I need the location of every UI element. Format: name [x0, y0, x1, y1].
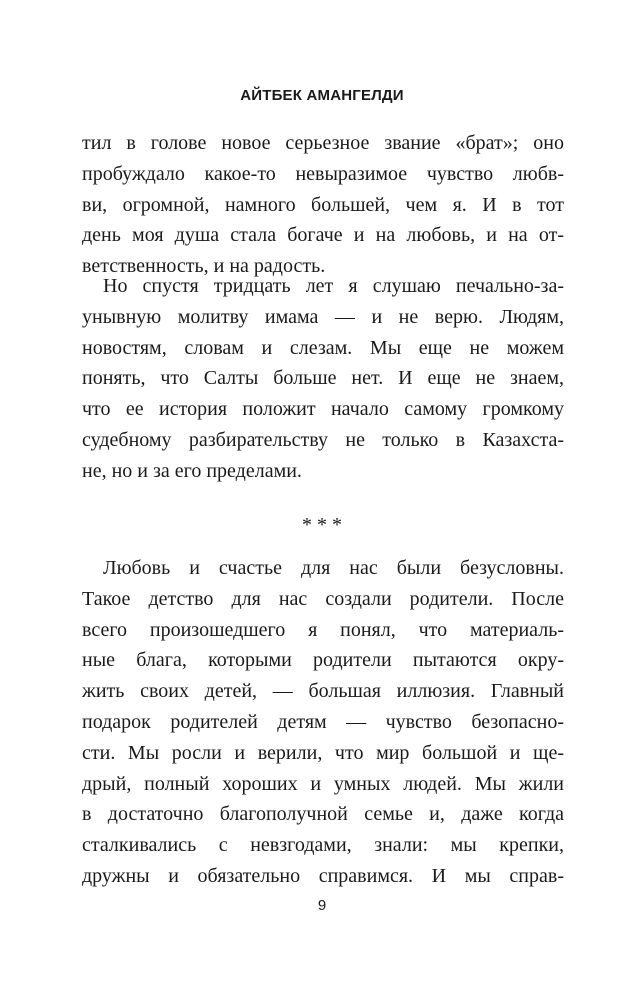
- text-line: унывную молитву имама — и не верю. Людям,: [82, 305, 564, 328]
- text-line: не, но и за его пределами.: [82, 459, 302, 482]
- text-line: дружны и обязательно справимся. И мы справ-: [82, 864, 564, 887]
- text-line: подарок родителей детям — чувство безопасно-: [82, 710, 564, 733]
- text-line: ветственность, и на радость.: [82, 255, 326, 278]
- text-line: пробуждало какое-то невыразимое чувство любв-: [82, 162, 564, 185]
- text-line: судебному разбирательству не только в Казахста-: [82, 428, 564, 451]
- paragraph-2: [82, 271, 564, 487]
- text-line: Такое детство для нас создали родители. После: [82, 587, 564, 610]
- text-line: новостям, словам и слезам. Мы еще не можем: [82, 336, 564, 359]
- text-line: Но спустя тридцать лет я слушаю печально-за-: [103, 275, 564, 297]
- text-line: в достаточно благополучной семье и, даже когда: [82, 803, 564, 826]
- paragraph-1: [82, 128, 564, 282]
- text-line: дрый, полный хороших и умных людей. Мы жили: [82, 772, 564, 795]
- text-line: ви, огромной, намного большей, чем я. И в тот: [82, 193, 564, 216]
- section-separator: * * *: [302, 514, 342, 536]
- text-line: что ее история положит начало самому громкому: [82, 398, 564, 421]
- text-line: жить своих детей, — большая иллюзия. Главный: [82, 680, 564, 703]
- text-line: всего произошедшего я понял, что материаль-: [82, 618, 564, 641]
- text-line: сталкивались с невзгодами, знали: мы крепки,: [82, 834, 564, 857]
- text-line: понять, что Салты больше нет. И еще не знаем,: [82, 367, 564, 390]
- text-line: Любовь и счастье для нас были безусловны.: [103, 557, 564, 579]
- text-line: тил в голове новое серьезное звание «брат»; оно: [82, 132, 564, 154]
- text-line: день моя душа стала богаче и на любовь, и на от-: [82, 224, 564, 247]
- text-line: сти. Мы росли и верили, что мир большой и ще-: [82, 741, 564, 764]
- running-header: АЙТБЕК АМАНГЕЛДИ: [240, 87, 404, 104]
- paragraph-3: [82, 553, 564, 892]
- page-number: 9: [317, 897, 327, 914]
- text-line: ные блага, которыми родители пытаются окру-: [82, 649, 564, 672]
